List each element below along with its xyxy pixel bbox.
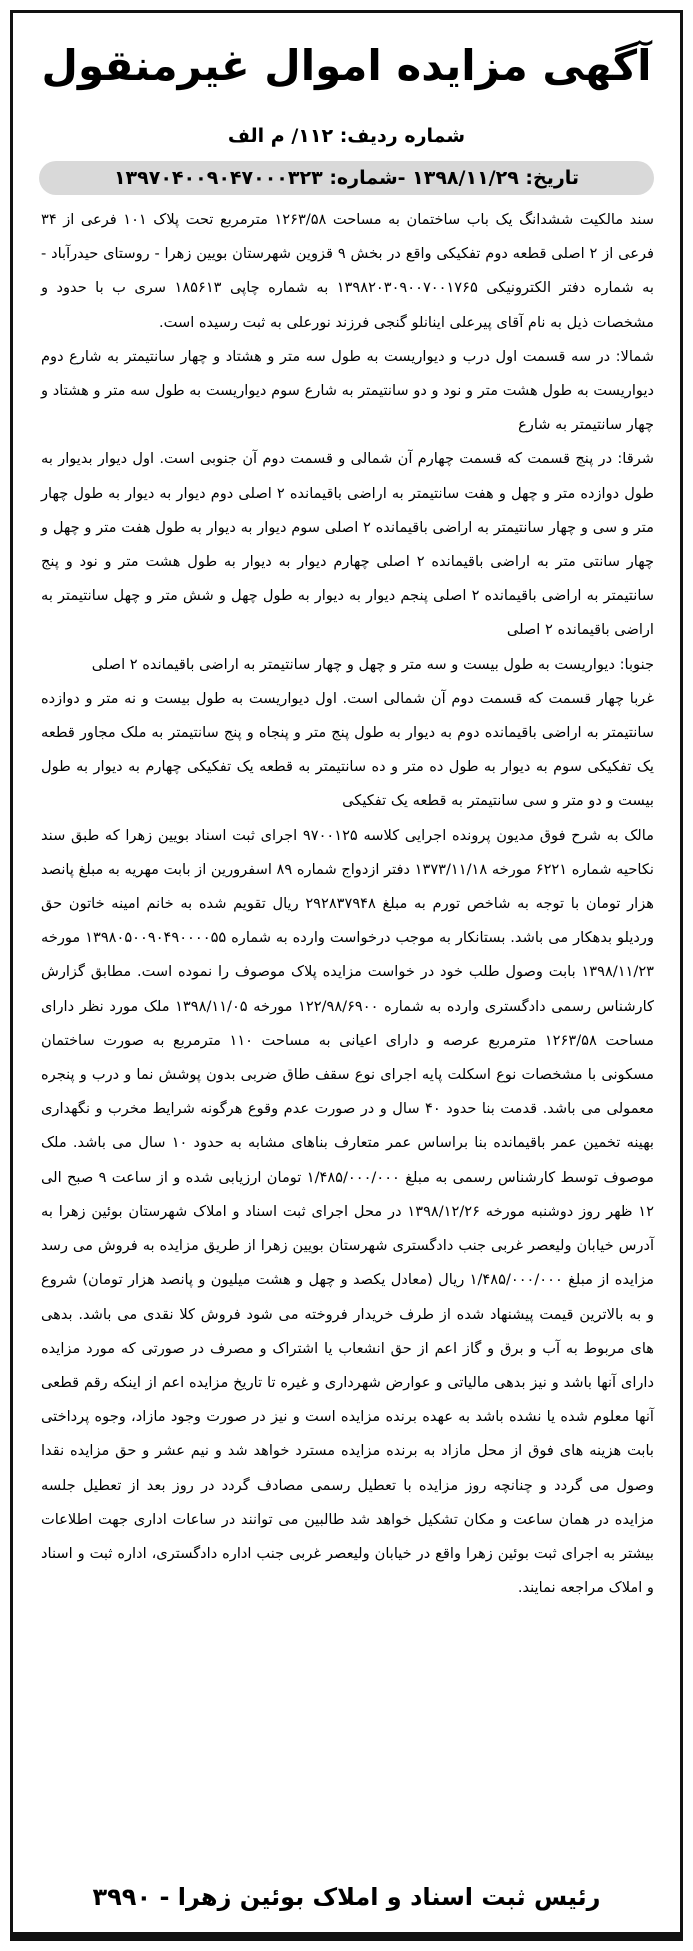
south-boundary-paragraph: جنوبا: دیواریست به طول بیست و سه متر و چهل و چهار سانتیمتر به اراضی باقیمانده ۲ اصلی [91,655,654,673]
north-boundary-paragraph: شمالا: در سه قسمت اول درب و دیواریست به طول سه متر و هشتاد و چهار سانتیمتر به شارع دوم دیواریست به طول هشت متر و نود و دو سانتیمتر به شارع سوم دیواریست به طول سه متر و هشتاد و چهار سانتیمتر به شارع [41,347,654,434]
row-number: شماره ردیف: ۱۱۲/ م الف [227,125,466,147]
notice-title: آگهی مزایده اموال غیرمنقول [41,41,652,90]
property-description-paragraph: سند مالکیت ششدانگ یک باب ساختمان به مساحت ۱۲۶۳/۵۸ مترمربع تحت پلاک ۱۰۱ فرعی از ۳۴ فرعی از ۲ اصلی قطعه دوم تفکیکی واقع در بخش ۹ قزوین شهرستان بویین زهرا - روستای حیدرآباد - به شماره دفتر الکترونیکی ۱۳۹۸۲۰۳۰۹۰۰۷۰۰۱۷۶۵ به شماره چاپی ۱۸۵۶۱۳ سری ب با حدود و مشخصات ذیل به نام آقای پیرعلی اینانلو گنجی فرزند نورعلی به ثبت رسیده است. [41,211,655,331]
auction-terms-paragraph: مالک به شرح فوق مدیون پرونده اجرایی کلاسه ۹۷۰۰۱۲۵ اجرای ثبت اسناد بویین زهرا که طبق سند نکاحیه شماره ۶۲۲۱ مورخه ۱۳۷۳/۱۱/۱۸ دفتر ازدواج شماره ۸۹ اسفرورین از بابت مهریه به مبلغ پانصد هزار تومان با توجه به شاخص تورم به مبلغ ۲۹۲۸۳۷۹۴۸ ریال تقویم شده به خانم امینه خاتون حق وردیلو بدهکار می باشد. بستانکار به موجب درخواست وارده به شماره ۱۳۹۸۰۵۰۰۹۰۴۹۰۰۰۰۵۵ مورخه ۱۳۹۸/۱۱/۲۳ بابت وصول طلب خود در خواست مزایده پلاک موصوف را نموده است. مطابق گزارش کارشناس رسمی دادگستری وارده به شماره ۱۲۲/۹۸/۶۹۰۰ مورخه ۱۳۹۸/۱۱/۰۵ ملک مورد نظر دارای مساحت ۱۲۶۳/۵۸ مترمربع عرصه و دارای اعیانی به مساحت ۱۱۰ مترمربع به صورت ساختمان مسکونی با مشخصات نوع اسکلت پایه اجرای نوع سقف طاق ضربی بدون پوشش نما و درب و پنجره معمولی می باشد. قدمت بنا حدود ۴۰ سال و در صورت عدم وقوع هرگونه شرایط مخرب و نگهداری بهینه تخمین عمر باقیمانده بنا براساس عمر متعارف بناهای مشابه به حدود ۱۰ سال می باشد. ملک موصوف توسط کارشناس رسمی به مبلغ ۱/۴۸۵/۰۰۰/۰۰۰ تومان ارزیابی شده و از ساعت ۹ صبح الی ۱۲ ظهر روز دوشنبه مورخه ۱۳۹۸/۱۲/۲۶ در محل اجرای ثبت اسناد و املاک شهرستان بوئین زهرا به آدرس خیابان ولیعصر غربی جنب دادگستری شهرستان بویین زهرا از طریق مزایده به فروش می رسد مزایده از مبلغ ۱/۴۸۵/۰۰۰/۰۰۰ ریال (معادل یکصد و چهل و هشت میلیون و پانصد هزار تومان) شروع و به بالاترین قیمت پیشنهاد شده از طرف خریدار فروخته می شود فروش کلا نقدی می باشد. بدهی های مربوط به آب و برق و گاز اعم از حق انشعاب یا اشتراک و مصرف در صورتی که مورد مزایده دارای آنها باشد و نیز بدهی مالیاتی و عوارض شهرداری و غیره تا تاریخ مزایده اعم از اینکه رقم قطعی آنها معلوم شده یا نشده باشد به عهده برنده مزایده است و نیز در صورت وجود مازاد، وجوه پرداختی بابت هزینه های فوق از محل مازاد به برنده مزایده مسترد خواهد شد و نیم عشر و حق مزایده نقدا وصول می گردد و چنانچه روز مزایده با تعطیل رسمی مصادف گردد در روز بعد از تعطیل جلسه مزایده در همان ساعت و مکان تشکیل خواهد شد طالبین می توانند در ساعات اداری جهت اطلاعات بیشتر به اجرای ثبت بوئین زهرا واقع در خیابان ولیعصر غربی جنب اداره دادگستری، اداره ثبت و اسناد و املاک مراجعه نمایند. [41,826,655,1597]
bottom-divider [13,1932,680,1938]
west-boundary-paragraph: غربا چهار قسمت که قسمت دوم آن شمالی است. اول دیواریست به طول بیست و نه متر و دوازده سانتیمتر به اراضی باقیمانده دوم به دیوار به طول پنج متر و پنجاه و پنج سانتیمتر به ملک مجاور قطعه یک تفکیکی سوم به دیوار به طول ده متر و ده سانتیمتر به قطعه یک تفکیکی چهارم به دیوار به طول بیست و دو متر و سی سانتیمتر به قطعه یک تفکیکی [41,689,654,810]
signature-line: رئیس ثبت اسناد و املاک بوئین زهرا - ۳۹۹۰ [92,1883,601,1911]
notice-body [41,203,654,1868]
east-boundary-paragraph: شرقا: در پنج قسمت که قسمت چهارم آن شمالی و قسمت دوم آن جنوبی است. اول دیوار بدیوار به طول دوازده متر و چهل و هفت سانتیمتر به اراضی باقیمانده ۲ اصلی دوم دیوار به دیوار به طول چهار متر و سی و چهار سانتیمتر به اراضی باقیمانده ۲ اصلی سوم دیوار به دیوار به طول هفت متر و چهل و چهار سانتی متر به اراضی باقیمانده ۲ اصلی چهارم دیوار به دیوار به طول هشت متر و نود و پنج سانتیمتر به اراضی باقیمانده ۲ اصلی پنجم دیوار به دیوار به طول چهل و شش متر و چهل سانتیمتر به اراضی باقیمانده ۲ اصلی [41,450,655,639]
notice-frame [10,10,683,1941]
date-number-banner: تاریخ: ۱۳۹۸/۱۱/۲۹ -شماره: ۱۳۹۷۰۴۰۰۹۰۴۷۰۰۰۳۲۳ [39,161,654,195]
